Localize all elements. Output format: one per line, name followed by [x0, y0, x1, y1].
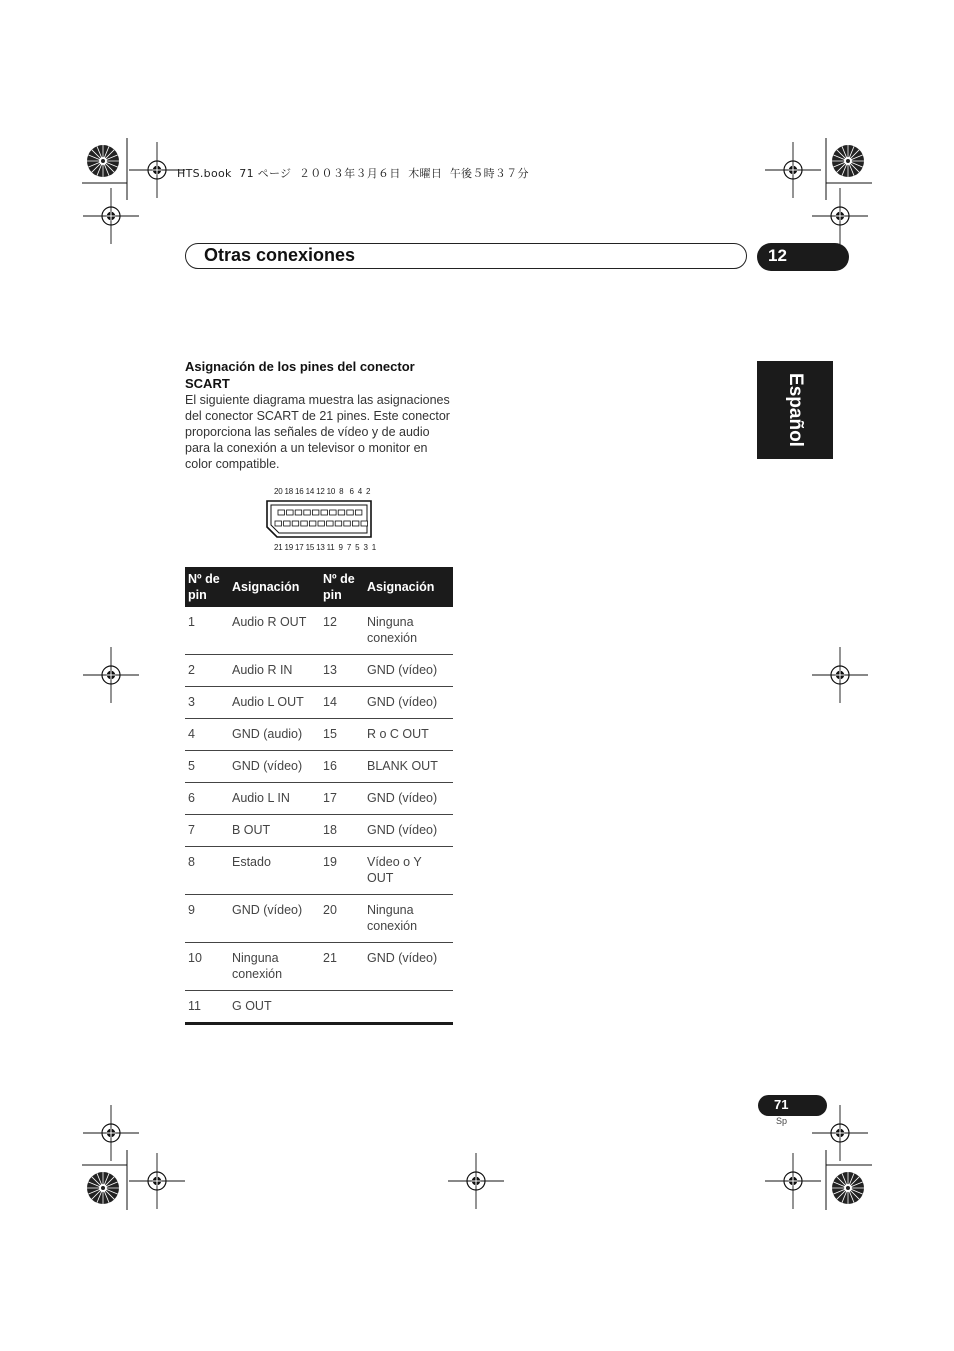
- scart-pin-socket: [361, 521, 368, 526]
- table-cell: GND (vídeo): [229, 751, 320, 783]
- scart-pin-socket: [295, 510, 302, 515]
- table-cell: 19: [320, 847, 364, 895]
- page-number-badge: [758, 1095, 827, 1116]
- page-number: 71: [774, 1097, 789, 1112]
- table-cell: 7: [185, 815, 229, 847]
- table-cell: 2: [185, 655, 229, 687]
- table-cell: GND (vídeo): [364, 687, 453, 719]
- language-tab-label: [757, 361, 833, 459]
- table-row: [185, 815, 453, 847]
- pin-assignment-table: [185, 567, 453, 1025]
- table-row: [185, 655, 453, 687]
- table-cell: GND (vídeo): [364, 815, 453, 847]
- scart-pin-socket: [304, 510, 311, 515]
- scart-pin-socket: [330, 510, 337, 515]
- table-cell: 8: [185, 847, 229, 895]
- table-cell: 6: [185, 783, 229, 815]
- table-row: [185, 783, 453, 815]
- table-cell: GND (audio): [229, 719, 320, 751]
- table-cell: B OUT: [229, 815, 320, 847]
- table-cell: BLANK OUT: [364, 751, 453, 783]
- table-cell: 21: [320, 943, 364, 991]
- scart-pin-socket: [292, 521, 299, 526]
- table-cell: Ninguna conexión: [364, 895, 453, 943]
- table-cell: GND (vídeo): [364, 783, 453, 815]
- scart-pin-socket: [301, 521, 308, 526]
- table-cell: 1: [185, 607, 229, 655]
- scart-pin-socket: [344, 521, 351, 526]
- scart-pin-socket: [347, 510, 354, 515]
- table-cell: 20: [320, 895, 364, 943]
- table-cell: Ninguna conexión: [229, 943, 320, 991]
- page-title: Otras conexiones: [204, 245, 356, 265]
- table-cell: [364, 991, 453, 1024]
- page-language-code: Sp: [776, 1116, 788, 1126]
- table-row: [185, 687, 453, 719]
- column-header: Asignación: [364, 567, 453, 607]
- column-header: Nº de pin: [320, 567, 364, 607]
- print-info: HTS.book 71 ページ ２００３年３月６日 木曜日 午後５時３７分: [177, 167, 529, 180]
- table-cell: 11: [185, 991, 229, 1024]
- table-cell: GND (vídeo): [229, 895, 320, 943]
- scart-pin-socket: [309, 521, 316, 526]
- table-row: [185, 847, 453, 895]
- table-row: [185, 943, 453, 991]
- scart-pin-socket: [287, 510, 294, 515]
- table-cell: 17: [320, 783, 364, 815]
- table-cell: 4: [185, 719, 229, 751]
- table-cell: 13: [320, 655, 364, 687]
- column-header: Asignación: [229, 567, 320, 607]
- table-cell: Audio L OUT: [229, 687, 320, 719]
- table-cell: Audio R OUT: [229, 607, 320, 655]
- table-cell: R o C OUT: [364, 719, 453, 751]
- table-cell: 18: [320, 815, 364, 847]
- table-cell: 5: [185, 751, 229, 783]
- table-header-row: [185, 567, 453, 607]
- section-body: El siguiente diagrama muestra las asignaciones del conector SCART de 21 pines. Este conector proporciona las señales de vídeo y de audio para la conexión a un televisor o monitor en color compatible.: [185, 393, 450, 471]
- column-header: Nº de pin: [185, 567, 229, 607]
- chapter-number: 12: [768, 246, 787, 265]
- scart-pin-socket: [278, 510, 285, 515]
- table-cell: GND (vídeo): [364, 943, 453, 991]
- scart-pin-socket: [284, 521, 291, 526]
- scart-pin-socket: [352, 521, 359, 526]
- scart-pin-socket: [321, 510, 328, 515]
- table-cell: Vídeo o Y OUT: [364, 847, 453, 895]
- table-row: [185, 719, 453, 751]
- section-heading: Asignación de los pines del conector SCART: [185, 359, 415, 391]
- table-cell: 3: [185, 687, 229, 719]
- scart-bottom-pin-numbers: 21 19 17 15 13 11 9 7 5 3 1: [274, 543, 376, 552]
- scart-pin-socket: [275, 521, 282, 526]
- table-cell: Ninguna conexión: [364, 607, 453, 655]
- table-cell: 15: [320, 719, 364, 751]
- scart-pin-socket: [335, 521, 342, 526]
- language-label: Español: [785, 373, 806, 447]
- scart-top-pin-numbers: 20 18 16 14 12 10 8 6 4 2: [274, 487, 371, 496]
- table-cell: Estado: [229, 847, 320, 895]
- table-cell: Audio L IN: [229, 783, 320, 815]
- table-row: [185, 751, 453, 783]
- scart-pin-socket: [327, 521, 334, 526]
- table-row: [185, 895, 453, 943]
- scart-pin-socket: [355, 510, 362, 515]
- table-cell: 10: [185, 943, 229, 991]
- table-cell: 12: [320, 607, 364, 655]
- table-cell: 9: [185, 895, 229, 943]
- table-cell: Audio R IN: [229, 655, 320, 687]
- scart-pin-socket: [318, 521, 325, 526]
- scart-pin-socket: [338, 510, 345, 515]
- table-row: [185, 991, 453, 1024]
- table-cell: [320, 991, 364, 1024]
- table-cell: GND (vídeo): [364, 655, 453, 687]
- table-cell: 14: [320, 687, 364, 719]
- table-row: [185, 607, 453, 655]
- table-cell: G OUT: [229, 991, 320, 1024]
- scart-pin-socket: [312, 510, 319, 515]
- scart-connector-diagram: [264, 498, 374, 540]
- table-cell: 16: [320, 751, 364, 783]
